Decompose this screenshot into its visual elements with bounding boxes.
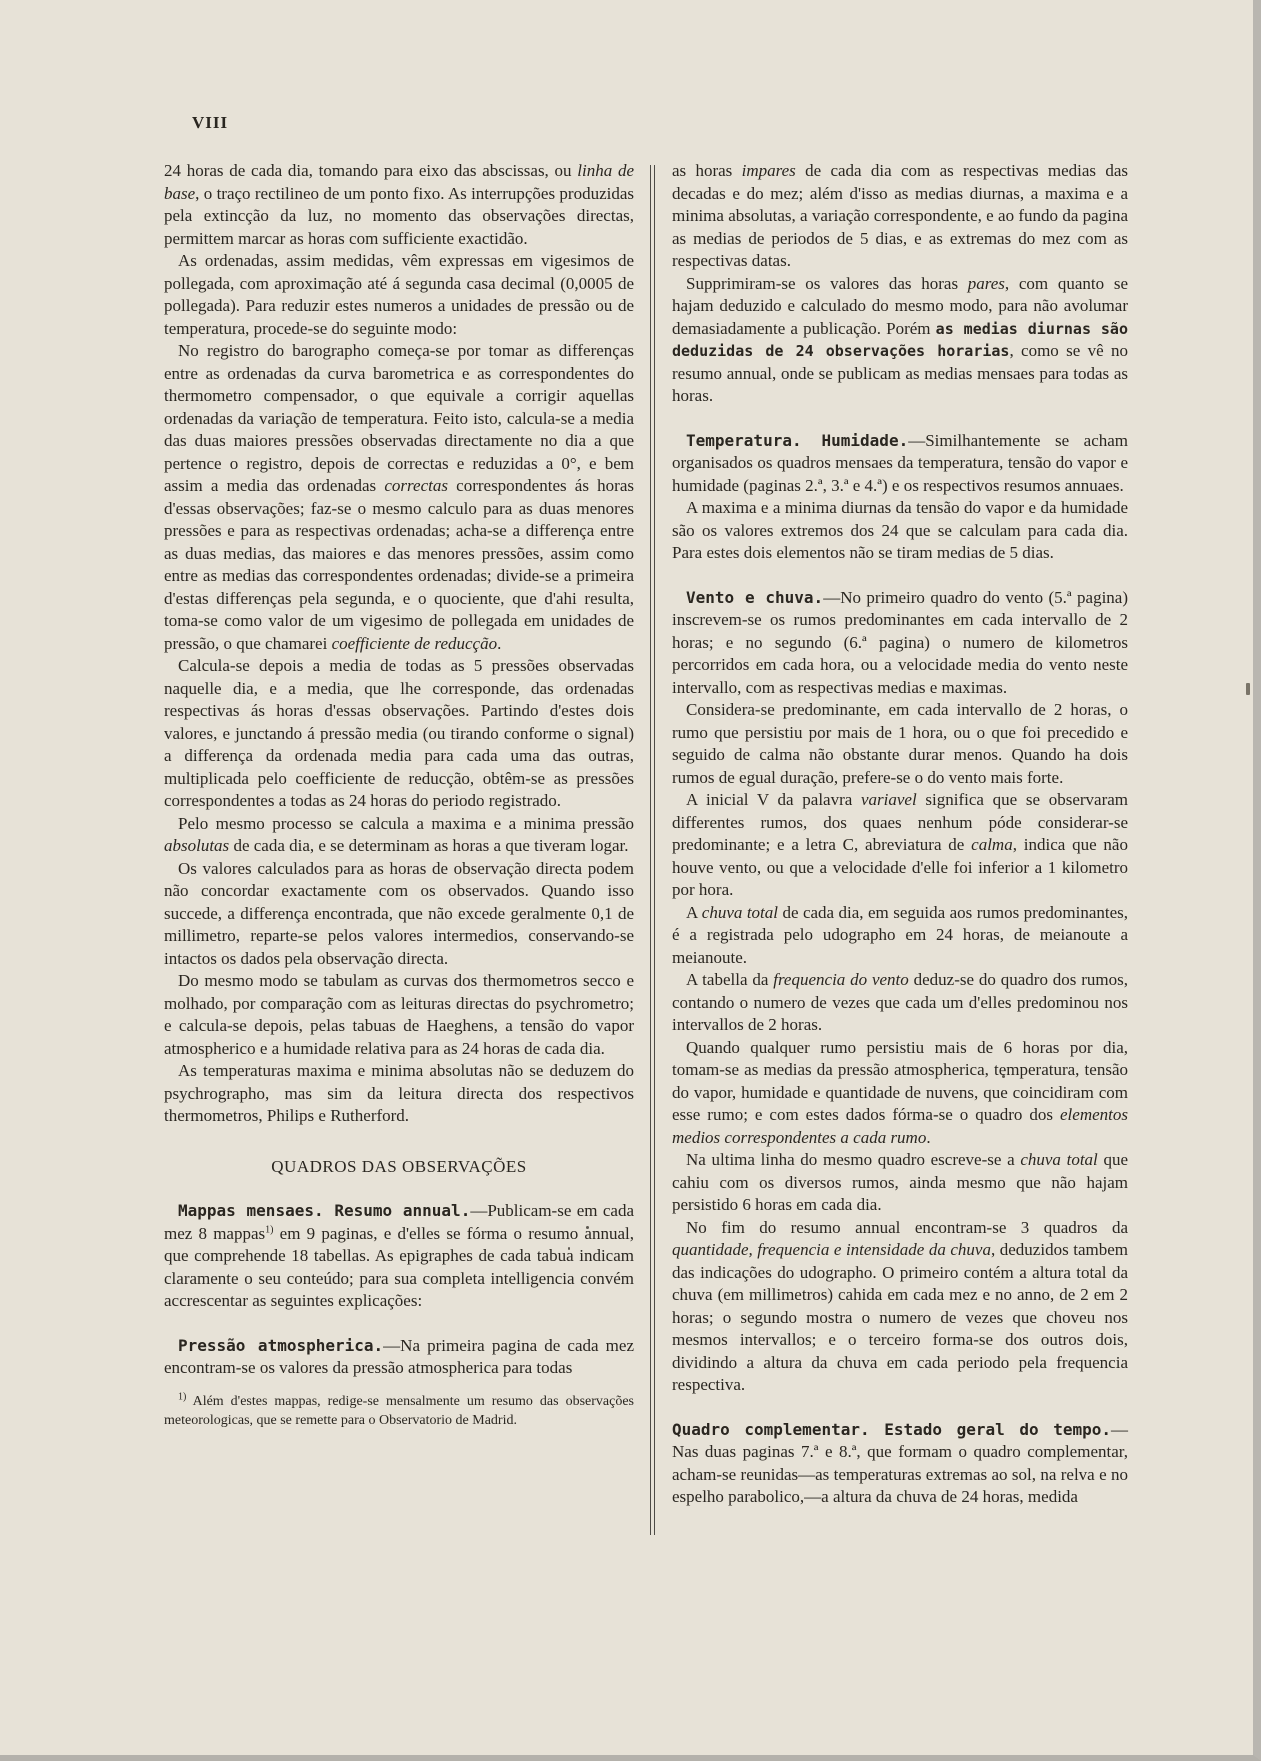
paragraph: Os valores calculados para as horas de observação directa podem não concordar exactamente com os observados. Quando isso succede, a differença encontrada, que não excede geralmente 0,1 de millimetro, reparte-se pelos valores intermedios, conservando-se intactos os dados pela observação directa.	[164, 858, 634, 968]
page-number: VIII	[192, 113, 229, 132]
right-column	[672, 160, 1128, 1509]
section-heading: Mappas mensaes. Resumo annual.	[178, 1201, 471, 1220]
paragraph: as horas impares de cada dia com as respectivas medias das decadas e do mez; além d'isso as medias diurnas, a maxima e a minima absolutas, a variação correspondente, e ao fundo da pagina as medias de periodos de 5 dias, e as extremas do mez com as respectivas datas.	[672, 161, 1129, 270]
section-heading: Vento e chuva.	[686, 587, 824, 607]
paragraph: Supprimiram-se os valores das horas pares, com quanto se hajam deduzido e calculado do mesmo modo, para não avolumar demasiadamente a publicação. Porém as medias diurnas são deduzidas de 24 observações horarias, como se vê no resumo annual, onde se publicam as medias mensaes para todas as horas.	[672, 273, 1128, 405]
paragraph: Considera-se predominante, em cada intervallo de 2 horas, o rumo que persistiu por mais de 1 hora, ou o que foi precedido e seguido de calma não obstante durar menos. Quando ha dois rumos de egual duração, prefere-se o do vento mais forte.	[672, 700, 1128, 787]
paragraph: Temperatura. Humidade.—Similhantemente se acham organisados os quadros mensaes da temperatura, tensão do vapor e humidade (paginas 2.ª, 3.ª e 4.ª) e os respectivos resumos annuaes.	[672, 430, 1129, 495]
paragraph: As temperaturas maxima e minima absolutas não se deduzem do psychrographo, mas sim da leitura directa dos respectivos thermometros, Philips e Rutherford.	[164, 1061, 634, 1125]
footnote: $^{1)}$ Além d'estes mappas, redige-se mensalmente um resumo das observações meteorologicas, que se remette para o Observatorio de Madrid.	[164, 1390, 635, 1428]
paragraph: Calcula-se depois a media de todas as 5 pressões observadas naquelle dia, e a media, que lhe corresponde, das ordenadas respectivas ás horas d'essas observações. Partindo d'estes dois valores, e junctando á pressão media (ou tirando conforme o signal) a differença da ordenada media para cada uma das outras, multiplicada pelo coefficiente de reducção, obtêm-se as pressões correspondentes a todas as 24 horas do periodo registrado.	[164, 656, 634, 810]
footnote-ref: 1)	[265, 1223, 274, 1235]
paragraph: No registro do barographo começa-se por tomar as differenças entre as ordenadas da curva barometrica e as correspondentes do thermometro compensador, o que equivale a corrigir aquellas ordenadas da variação de temperatura. Feito isto, calcula-se a media das duas maiores pressões observadas directamente no dia a que pertence o registro, depois de correctas e reduzidas a 0°, e bem assim a media das ordenadas correctas correspondentes ás horas d'essas observações; faz-se o mesmo calculo para as duas menores pressões e para as respectivas ordenadas; acha-se a differença entre as duas medias, das maiores e das menores pressões, assim como entre as medias das correspondentes ordenadas; divide-se a primeira d'estas differenças pela segunda, e o quociente, que d'ahi resulta, toma-se como valor de um vigesimo de pollegada em unidades de pressão, o que chamarei coefficiente de reducção.	[164, 341, 634, 653]
column-divider-line	[650, 165, 651, 1535]
column-divider-line	[654, 165, 655, 1535]
paragraph: Na ultima linha do mesmo quadro escreve-se a chuva total que cahiu com os diversos rumos, ainda mesmo que não hajam persistido 6 horas em cada dia.	[672, 1150, 1129, 1214]
paragraph: Quadro complementar. Estado geral do tempo.— Nas duas paginas 7.ª e 8.ª, que formam o quadro complementar, acham-se reunidas—as temperaturas extremas ao sol, na relva e no espelho parabolico,—a altura da chuva de 24 horas, medida	[672, 1419, 1128, 1506]
paper-mark	[1246, 683, 1250, 695]
section-heading: Temperatura. Humidade.	[686, 430, 909, 450]
paragraph: A tabella da frequencia do vento deduz-se do quadro dos rumos, contando o numero de vezes que cada um d'elles predominou nos intervallos de 2 horas.	[672, 970, 1128, 1034]
paragraph: Do mesmo modo se tabulam as curvas dos thermometros secco e molhado, por comparação com as leituras directas do psychrometro; e calcula-se depois, pelas tabuas de Haeghens, a tensão do vapor atmospherico e a humidade relativa para as 24 horas de cada dia.	[164, 971, 634, 1058]
section-heading: Quadro complementar. Estado geral do tempo.	[672, 1419, 1111, 1439]
paragraph: As ordenadas, assim medidas, vêm expressas em vigesimos de pollegada, com aproximação até á segunda casa decimal (0,0005 de pollegada). Para reduzir estes numeros a unidades de pressão ou de temperatura, procede-se do seguinte modo:	[164, 251, 634, 338]
paragraph: Vento e chuva.—No primeiro quadro do vento (5.ª pagina) inscrevem-se os rumos predominantes em cada intervallo de 2 horas; e no segundo (6.ª pagina) o numero de kilometros percorridos em cada hora, ou a velocidade media do vento neste intervallo, com as respectivas medias e maximas.	[672, 587, 1129, 697]
paragraph: Mappas mensaes. Resumo annual.—Publicam-se em cada mez 8 mappas$^{1)}$ em 9 paginas, e d'elles se fórma o resumo annual, que comprehende 18 tabellas. As epigraphes de cada tabua indicam claramente o seu conteúdo; para sua completa intelligencia convém accrescentar as seguintes explicações:	[164, 1201, 634, 1310]
paragraph: A chuva total de cada dia, em seguida aos rumos predominantes, é a registrada pelo udographo em 24 horas, de meianoute a meianoute.	[672, 902, 1128, 967]
section-heading: Pressão atmospherica.	[178, 1335, 384, 1355]
paragraph: A maxima e a minima diurnas da tensão do vapor e da humidade são os valores extremos dos 24 que se calculam para cada dia. Para estes dois elementos não se tiram medias de 5 dias.	[672, 498, 1128, 562]
paragraph: No fim do resumo annual encontram-se 3 quadros da quantidade, frequencia e intensidade da chuva, deduzidos tambem das indicações do udographo. O primeiro contém a altura total da chuva (em millimetros) cahida em cada mez e no anno, de 2 em 2 horas; o segundo mostra o numero de vezes que choveu nos mesmos intervallos; e o terceiro forma-se dos outros dois, dividindo a altura da chuva em cada periodo pela frequencia respectiva.	[672, 1217, 1128, 1394]
left-column	[164, 160, 634, 1430]
paragraph: A inicial V da palavra variavel significa que se observaram differentes rumos, dos quaes nenhum póde considerar-se predominante; e a letra C, abreviatura de calma, indica que não houve vento, ou que a velocidade d'elle foi inferior a 1 kilometro por hora.	[672, 790, 1128, 899]
paragraph: 24 horas de cada dia, tomando para eixo das abscissas, ou linha de base, o traço rectilineo de um ponto fixo. As interrupções produzidas pela extincção da luz, no momento das observações directas, permittem marcar as horas com sufficiente exactidão.	[164, 161, 634, 248]
paragraph: Pressão atmospherica.—Na primeira pagina de cada mez encontram-se os valores da pressão atmospherica para todas	[164, 1335, 634, 1377]
section-title: QUADROS DAS OBSERVAÇÕES	[271, 1156, 527, 1176]
paragraph: Quando qualquer rumo persistiu mais de 6 horas por dia, tomam-se as medias da pressão atmospherica, temperatura, tensão do vapor, humidade e quantidade de nuvens, que coincidiram com esse rumo; e com estes dados fórma-se o quadro dos elementos medios correspondentes a cada rumo.	[672, 1037, 1128, 1147]
paragraph: Pelo mesmo processo se calcula a maxima e a minima pressão absolutas de cada dia, e se determinam as horas a que tiveram logar.	[164, 813, 634, 855]
footnote-mark: 1)	[178, 1390, 187, 1402]
